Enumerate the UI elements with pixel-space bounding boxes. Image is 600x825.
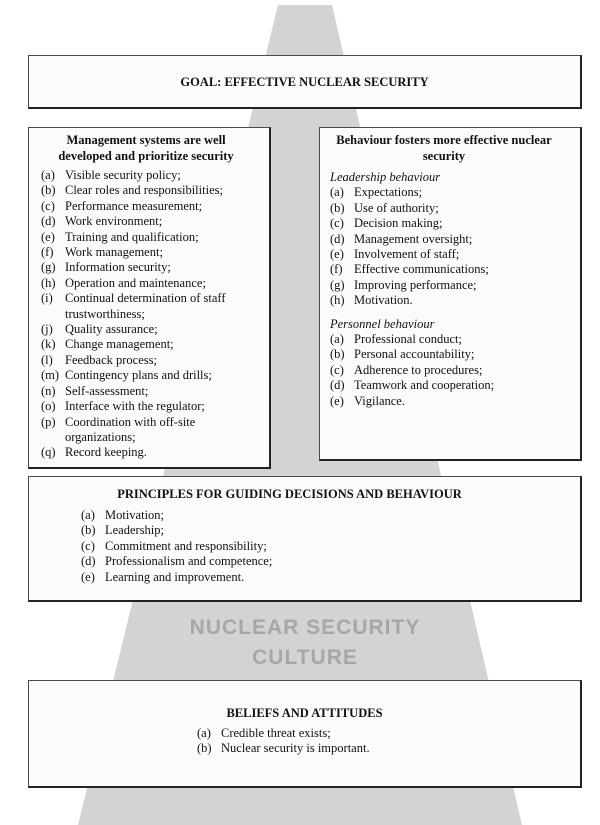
list-item-label: (d): [330, 378, 345, 393]
list-item-label: (a): [41, 168, 55, 182]
list-item-label: (b): [41, 183, 56, 198]
list-item: [330, 278, 572, 293]
list-item-label: (m): [41, 368, 60, 383]
list-item: [197, 726, 580, 741]
list-item-text: Personal accountability;: [354, 347, 475, 362]
goal-box: [28, 55, 582, 109]
list-item: [41, 183, 261, 198]
list-item-text: Feedback process;: [65, 352, 157, 367]
management-title: Management systems are well developed and prioritize security: [58, 133, 234, 163]
behaviour-title: Behaviour fosters more effective nuclear security: [336, 133, 552, 163]
personnel-list: [330, 332, 572, 409]
list-item: [330, 363, 572, 378]
list-item-label: (g): [41, 260, 56, 275]
list-item: [41, 291, 261, 322]
list-item-label: (e): [41, 229, 55, 244]
list-item-label: (b): [197, 741, 212, 756]
list-item-label: (b): [81, 523, 96, 538]
list-item: [330, 394, 572, 409]
list-item-label: (h): [41, 275, 56, 290]
list-item: [81, 523, 580, 538]
list-item-text: Nuclear security is important.: [221, 741, 370, 756]
management-list: [41, 168, 261, 461]
list-item: [330, 262, 572, 277]
principles-box: [28, 476, 582, 602]
list-item: [81, 539, 580, 554]
list-item: [41, 384, 261, 399]
list-item: [330, 293, 572, 308]
list-item: [330, 332, 572, 347]
list-item-label: (c): [330, 216, 344, 231]
list-item-label: (b): [330, 347, 345, 362]
list-item: [330, 247, 572, 262]
list-item-label: (l): [41, 352, 53, 367]
beliefs-title: BELIEFS AND ATTITUDES: [226, 706, 383, 720]
list-item: [330, 347, 572, 362]
list-item-label: (e): [330, 247, 344, 262]
list-item-label: (f): [41, 245, 54, 260]
list-item-text: Management oversight;: [354, 231, 473, 246]
list-item-label: (b): [330, 200, 345, 215]
beliefs-list: [197, 726, 580, 757]
list-item-label: (q): [41, 445, 56, 460]
list-item-text: Work management;: [65, 245, 163, 260]
list-item: [41, 199, 261, 214]
list-item-text: Information security;: [65, 260, 171, 275]
list-item-label: (a): [330, 332, 344, 347]
list-item-label: (f): [330, 262, 343, 277]
list-item-text: Leadership;: [105, 523, 165, 538]
list-item-label: (i): [41, 291, 53, 306]
list-item: [41, 353, 261, 368]
list-item-label: (c): [81, 538, 95, 553]
list-item-text: Credible threat exists;: [221, 726, 331, 740]
list-item-text: Training and qualification;: [65, 229, 199, 244]
list-item-label: (c): [330, 362, 344, 377]
list-item-label: (k): [41, 337, 56, 352]
list-item: [41, 230, 261, 245]
list-item: [81, 570, 580, 585]
nuclear-security-culture-label: [150, 613, 460, 673]
goal-title: GOAL: EFFECTIVE NUCLEAR SECURITY: [180, 75, 429, 89]
list-item: [41, 368, 261, 383]
list-item-text: Performance measurement;: [65, 198, 203, 213]
list-item-text: Decision making;: [354, 216, 443, 231]
list-item-label: (p): [41, 414, 56, 429]
list-item: [41, 168, 261, 183]
list-item-label: (d): [81, 554, 96, 569]
list-item: [41, 245, 261, 260]
list-item-text: Record keeping.: [65, 445, 147, 460]
center-label-line2: CULTURE: [252, 646, 358, 669]
leadership-list: [330, 185, 572, 308]
list-item-text: Self-assessment;: [65, 383, 149, 398]
list-item-text: Coordination with off-site organizations;: [65, 414, 196, 444]
list-item-label: (a): [197, 726, 211, 740]
list-item-text: Work environment;: [65, 214, 163, 229]
list-item-text: Change management;: [65, 337, 174, 352]
leadership-heading: Leadership behaviour: [330, 170, 441, 184]
list-item: [41, 337, 261, 352]
list-item-text: Teamwork and cooperation;: [354, 378, 495, 393]
list-item-text: Involvement of staff;: [354, 247, 460, 262]
list-item-text: Professionalism and competence;: [105, 554, 273, 569]
list-item-text: Visible security policy;: [65, 168, 181, 182]
principles-title: PRINCIPLES FOR GUIDING DECISIONS AND BEHAVIOUR: [117, 487, 462, 501]
list-item-text: Effective communications;: [354, 262, 489, 277]
list-item-label: (d): [41, 214, 56, 229]
list-item: [41, 399, 261, 414]
list-item-text: Vigilance.: [354, 393, 405, 408]
list-item: [41, 322, 261, 337]
list-item: [330, 232, 572, 247]
list-item-label: (a): [330, 185, 344, 200]
list-item-label: (a): [81, 508, 95, 522]
list-item-text: Professional conduct;: [354, 332, 462, 347]
list-item-label: (d): [330, 231, 345, 246]
list-item-text: Continual determination of staff trustworthiness;: [65, 291, 226, 321]
list-item-label: (j): [41, 322, 53, 337]
list-item-label: (h): [330, 293, 345, 308]
list-item-text: Improving performance;: [354, 277, 477, 292]
list-item-text: Motivation;: [105, 508, 165, 522]
list-item: [41, 276, 261, 291]
list-item-text: Adherence to procedures;: [354, 362, 483, 377]
list-item-label: (g): [330, 277, 345, 292]
list-item-text: Quality assurance;: [65, 322, 158, 337]
list-item: [41, 445, 261, 460]
list-item: [197, 741, 580, 756]
list-item: [41, 260, 261, 275]
list-item: [41, 415, 261, 446]
list-item: [330, 201, 572, 216]
behaviour-box: [319, 127, 582, 461]
list-item-text: Operation and maintenance;: [65, 275, 206, 290]
personnel-heading: Personnel behaviour: [330, 316, 435, 331]
list-item-text: Contingency plans and drills;: [65, 368, 212, 383]
principles-list: [81, 508, 580, 585]
list-item-text: Interface with the regulator;: [65, 399, 205, 414]
list-item: [330, 378, 572, 393]
list-item-text: Clear roles and responsibilities;: [65, 183, 223, 198]
list-item-text: Expectations;: [354, 185, 423, 200]
list-item-label: (e): [81, 569, 95, 584]
beliefs-box: [28, 680, 582, 788]
list-item-label: (e): [330, 393, 344, 408]
list-item-label: (n): [41, 383, 56, 398]
center-label-line1: NUCLEAR SECURITY: [189, 616, 421, 639]
list-item-text: Commitment and responsibility;: [105, 538, 267, 553]
list-item: [81, 554, 580, 569]
list-item-text: Learning and improvement.: [105, 569, 245, 584]
list-item: [330, 216, 572, 231]
list-item-text: Motivation.: [354, 293, 413, 308]
list-item-text: Use of authority;: [354, 200, 439, 215]
list-item: [81, 508, 580, 523]
list-item-label: (o): [41, 399, 56, 414]
management-systems-box: [28, 127, 271, 469]
list-item: [330, 185, 572, 200]
list-item-label: (c): [41, 198, 55, 213]
list-item: [41, 214, 261, 229]
